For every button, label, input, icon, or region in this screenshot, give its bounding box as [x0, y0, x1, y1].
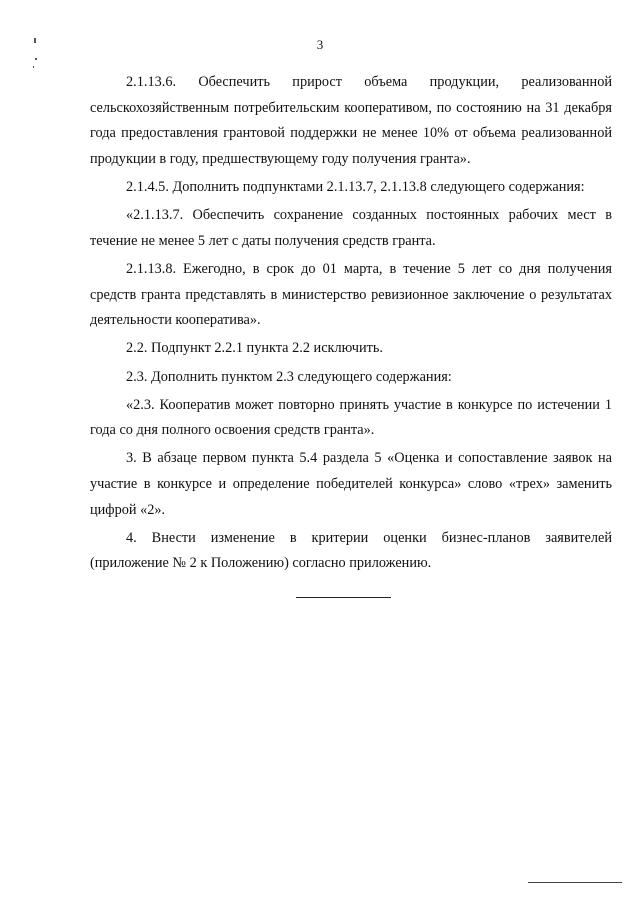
footer-rule [528, 882, 622, 883]
paragraph-2-2: 2.2. Подпункт 2.2.1 пункта 2.2 исключить. [126, 340, 383, 357]
document-body [90, 70, 612, 580]
paragraph-3: 3. В абзаце первом пункта 5.4 раздела 5 «Оценка и сопоставление заявок на участие в конкурсе и определение победителей конкурса» слово «трех» заменить цифрой «2». [90, 450, 612, 518]
paragraph-2-1-4-5: 2.1.4.5. Дополнить подпунктами 2.1.13.7, 2.1.13.8 следующего содержания: [126, 178, 585, 195]
paragraph-2-1-13-6: 2.1.13.6. Обеспечить прирост объема продукции, реализованной сельскохозяйственным потребительским кооперативом, по состоянию на 31 декабря года предоставления грантовой поддержки не менее 10% от объема реализованной продукции в году, предшествующему году получения гранта». [90, 74, 612, 167]
scan-mark [34, 38, 36, 43]
paragraph-2-3: 2.3. Дополнить пунктом 2.3 следующего содержания: [126, 368, 452, 385]
page-number: 3 [316, 37, 324, 52]
scan-mark [33, 66, 34, 68]
closing-rule [296, 597, 391, 598]
paragraph-2-3-quote: «2.3. Кооператив может повторно принять участие в конкурсе по истечении 1 года со дня полного освоения средств гранта». [90, 396, 612, 439]
paragraph-2-1-13-7: «2.1.13.7. Обеспечить сохранение созданных постоянных рабочих мест в течение не менее 5 лет с даты получения средств гранта. [90, 207, 612, 249]
paragraph-2-1-13-8: 2.1.13.8. Ежегодно, в срок до 01 марта, в течение 5 лет со дня получения средств гранта представлять в министерство ревизионное заключение о результатах деятельности кооператива». [90, 260, 612, 329]
paragraph-4: 4. Внести изменение в критерии оценки бизнес-планов заявителей (приложение № 2 к Положению) согласно приложению. [90, 529, 612, 572]
scan-mark [35, 58, 37, 60]
